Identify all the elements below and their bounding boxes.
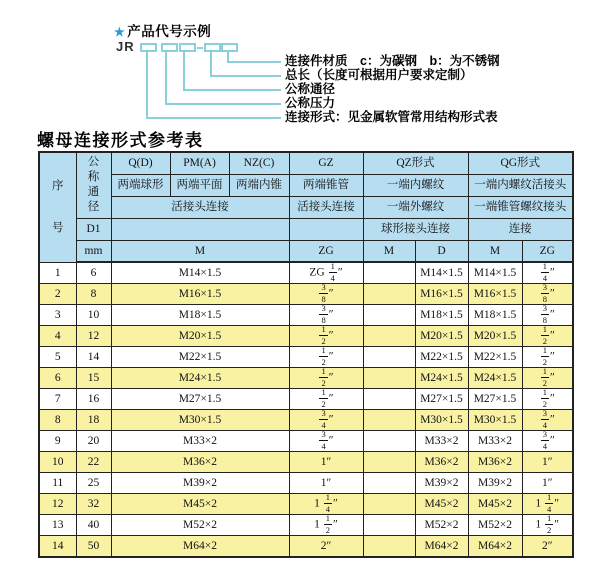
cell-qz-d: M52×2 bbox=[415, 515, 468, 536]
cell-qz-m bbox=[363, 284, 415, 305]
connector-line bbox=[183, 52, 185, 91]
cell-qz-d: M64×2 bbox=[415, 536, 468, 557]
header-row-4 bbox=[39, 218, 573, 240]
header-qz-desc2: 一端外螺纹 bbox=[363, 196, 468, 218]
star-icon: ★ bbox=[114, 25, 126, 39]
code-separator-dash bbox=[197, 47, 203, 49]
code-label-length: 总长（长度可根据用户要求定制） bbox=[285, 68, 473, 82]
table-row bbox=[39, 262, 573, 284]
cell-mm: 22 bbox=[76, 452, 111, 473]
cell-qz-m bbox=[363, 431, 415, 452]
cell-m: M27×1.5 bbox=[111, 389, 289, 410]
cell-mm: 6 bbox=[76, 262, 111, 284]
cell-qg-zg: 1 $\frac{1}{4}$ ″ bbox=[522, 494, 573, 515]
cell-qz-d: M30×1.5 bbox=[415, 410, 468, 431]
cell-mm: 14 bbox=[76, 347, 111, 368]
table-row bbox=[39, 284, 573, 305]
cell-qg-zg: $\frac{1}{2}$ ″ bbox=[522, 368, 573, 389]
cell-qg-m: M45×2 bbox=[468, 494, 522, 515]
header-col-qg: QG形式 bbox=[468, 152, 573, 174]
header-nz-desc: 两端内锥 bbox=[229, 174, 289, 196]
code-label-connection: 连接形式：见金属软管常用结构形式表 bbox=[285, 110, 498, 124]
cell-qz-d: M24×1.5 bbox=[415, 368, 468, 389]
table-row bbox=[39, 473, 573, 494]
header-col-pm: PM(A) bbox=[170, 152, 229, 174]
cell-mm: 18 bbox=[76, 410, 111, 431]
cell-qg-m: M64×2 bbox=[468, 536, 522, 557]
cell-zg: $\frac{1}{2}$ ″ bbox=[289, 326, 363, 347]
cell-qz-m bbox=[363, 347, 415, 368]
product-code-diagram bbox=[0, 0, 600, 126]
table-row bbox=[39, 431, 573, 452]
header-qg-m-label: M bbox=[468, 240, 522, 262]
table-row bbox=[39, 515, 573, 536]
cell-qz-d: M20×1.5 bbox=[415, 326, 468, 347]
cell-seq: 13 bbox=[39, 515, 76, 536]
cell-m: M52×2 bbox=[111, 515, 289, 536]
cell-qz-m bbox=[363, 389, 415, 410]
cell-qz-m bbox=[363, 368, 415, 389]
cell-mm: 25 bbox=[76, 473, 111, 494]
cell-zg: $\frac{3}{4}$ ″ bbox=[289, 410, 363, 431]
cell-qz-d: M27×1.5 bbox=[415, 389, 468, 410]
cell-qg-m: M52×2 bbox=[468, 515, 522, 536]
cell-qg-m: M30×1.5 bbox=[468, 410, 522, 431]
reference-table bbox=[38, 151, 574, 558]
cell-qg-m: M36×2 bbox=[468, 452, 522, 473]
cell-mm: 50 bbox=[76, 536, 111, 557]
cell-zg: $\frac{3}{8}$ ″ bbox=[289, 284, 363, 305]
cell-qg-m: M16×1.5 bbox=[468, 284, 522, 305]
cell-qz-m bbox=[363, 410, 415, 431]
cell-mm: 40 bbox=[76, 515, 111, 536]
cell-m: M30×1.5 bbox=[111, 410, 289, 431]
cell-qg-m: M39×2 bbox=[468, 473, 522, 494]
code-label-material: 连接件材质 c：为碳钢 b：为不锈钢 bbox=[285, 54, 500, 68]
cell-m: M33×2 bbox=[111, 431, 289, 452]
connector-line bbox=[165, 52, 167, 105]
diagram-title bbox=[114, 20, 211, 40]
cell-seq: 1 bbox=[39, 262, 76, 284]
cell-m: M39×2 bbox=[111, 473, 289, 494]
cell-seq: 14 bbox=[39, 536, 76, 557]
header-qg-zg-label: ZG bbox=[522, 240, 573, 262]
header-col-qz: QZ形式 bbox=[363, 152, 468, 174]
header-d1: D1 bbox=[76, 218, 111, 240]
header-zg-label: ZG bbox=[289, 240, 363, 262]
cell-seq: 6 bbox=[39, 368, 76, 389]
header-col-nz: NZ(C) bbox=[229, 152, 289, 174]
table-row bbox=[39, 494, 573, 515]
cell-qz-m bbox=[363, 326, 415, 347]
cell-m: M16×1.5 bbox=[111, 284, 289, 305]
cell-seq: 8 bbox=[39, 410, 76, 431]
cell-seq: 9 bbox=[39, 431, 76, 452]
cell-seq: 5 bbox=[39, 347, 76, 368]
cell-mm: 20 bbox=[76, 431, 111, 452]
cell-qz-m bbox=[363, 515, 415, 536]
cell-zg: ZG $\frac{1}{4}$ ″ bbox=[289, 262, 363, 284]
cell-qz-d: M39×2 bbox=[415, 473, 468, 494]
connector-line bbox=[146, 117, 281, 119]
table-header bbox=[39, 152, 573, 262]
cell-zg: $\frac{3}{8}$ ″ bbox=[289, 305, 363, 326]
cell-qg-zg: $\frac{1}{2}$ ″ bbox=[522, 326, 573, 347]
cell-qg-zg: $\frac{1}{4}$ ″ bbox=[522, 262, 573, 284]
cell-qg-zg: $\frac{3}{4}$ ″ bbox=[522, 410, 573, 431]
cell-mm: 10 bbox=[76, 305, 111, 326]
cell-qg-m: M27×1.5 bbox=[468, 389, 522, 410]
cell-qg-zg: $\frac{3}{8}$ ″ bbox=[522, 284, 573, 305]
cell-mm: 16 bbox=[76, 389, 111, 410]
cell-qz-m bbox=[363, 536, 415, 557]
table-row bbox=[39, 326, 573, 347]
cell-zg: 1″ bbox=[289, 473, 363, 494]
table-row bbox=[39, 410, 573, 431]
cell-qg-m: M33×2 bbox=[468, 431, 522, 452]
header-col-q: Q(D) bbox=[111, 152, 170, 174]
connector-line bbox=[183, 89, 281, 91]
header-col-gz: GZ bbox=[289, 152, 363, 174]
header-m-label: M bbox=[111, 240, 289, 262]
table-row bbox=[39, 347, 573, 368]
header-row-2 bbox=[39, 174, 573, 196]
cell-m: M14×1.5 bbox=[111, 262, 289, 284]
code-box-3 bbox=[179, 43, 196, 52]
diagram-title-text: 产品代号示例 bbox=[127, 24, 212, 39]
code-label-pressure: 公称压力 bbox=[285, 96, 336, 110]
header-row-1 bbox=[39, 152, 573, 174]
table-title: 螺母连接形式参考表 bbox=[37, 131, 204, 150]
table-body bbox=[39, 262, 573, 557]
cell-m: M45×2 bbox=[111, 494, 289, 515]
cell-qg-m: M14×1.5 bbox=[468, 262, 522, 284]
cell-mm: 15 bbox=[76, 368, 111, 389]
table-row bbox=[39, 452, 573, 473]
cell-qz-m bbox=[363, 262, 415, 284]
code-box-4 bbox=[204, 43, 221, 52]
code-box-5 bbox=[221, 43, 238, 52]
cell-seq: 12 bbox=[39, 494, 76, 515]
header-seq: 序 号 bbox=[39, 152, 76, 262]
cell-qz-d: M45×2 bbox=[415, 494, 468, 515]
header-qg-desc1: 一端内螺纹活接头 bbox=[468, 174, 573, 196]
cell-m: M18×1.5 bbox=[111, 305, 289, 326]
code-box-1 bbox=[140, 43, 157, 52]
cell-qg-m: M18×1.5 bbox=[468, 305, 522, 326]
cell-seq: 7 bbox=[39, 389, 76, 410]
cell-mm: 32 bbox=[76, 494, 111, 515]
connector-line bbox=[227, 61, 281, 63]
cell-qg-zg: 1″ bbox=[522, 473, 573, 494]
cell-mm: 8 bbox=[76, 284, 111, 305]
cell-qg-zg: 2″ bbox=[522, 536, 573, 557]
cell-zg: $\frac{1}{2}$ ″ bbox=[289, 389, 363, 410]
cell-m: M22×1.5 bbox=[111, 347, 289, 368]
cell-qg-m: M24×1.5 bbox=[468, 368, 522, 389]
cell-m: M20×1.5 bbox=[111, 326, 289, 347]
header-gz-desc: 两端锥管 bbox=[289, 174, 363, 196]
cell-qz-m bbox=[363, 452, 415, 473]
cell-qz-d: M14×1.5 bbox=[415, 262, 468, 284]
header-gz-conn: 活接头连接 bbox=[289, 196, 363, 218]
header-mm: mm bbox=[76, 240, 111, 262]
connector-line bbox=[210, 52, 212, 77]
cell-seq: 3 bbox=[39, 305, 76, 326]
code-label-diameter: 公称通径 bbox=[285, 82, 336, 96]
cell-m: M64×2 bbox=[111, 536, 289, 557]
cell-zg: $\frac{1}{2}$ ″ bbox=[289, 347, 363, 368]
header-pm-desc: 两端平面 bbox=[170, 174, 229, 196]
connector-line bbox=[210, 75, 281, 77]
header-blank-gz bbox=[289, 218, 363, 240]
cell-zg: 1″ bbox=[289, 452, 363, 473]
cell-qz-d: M33×2 bbox=[415, 431, 468, 452]
cell-seq: 11 bbox=[39, 473, 76, 494]
table-row bbox=[39, 536, 573, 557]
cell-zg: 2″ bbox=[289, 536, 363, 557]
header-union-conn: 活接头连接 bbox=[111, 196, 289, 218]
table-row bbox=[39, 389, 573, 410]
cell-qg-zg: $\frac{3}{4}$ ″ bbox=[522, 431, 573, 452]
header-qg-conn: 连接 bbox=[468, 218, 573, 240]
connector-line bbox=[146, 52, 148, 119]
cell-qg-zg: $\frac{1}{2}$ ″ bbox=[522, 389, 573, 410]
header-row-5 bbox=[39, 240, 573, 262]
cell-seq: 10 bbox=[39, 452, 76, 473]
connector-line bbox=[165, 103, 281, 105]
cell-m: M36×2 bbox=[111, 452, 289, 473]
table-row bbox=[39, 305, 573, 326]
cell-qg-zg: $\frac{1}{2}$ ″ bbox=[522, 347, 573, 368]
cell-zg: $\frac{3}{4}$ ″ bbox=[289, 431, 363, 452]
cell-qz-d: M16×1.5 bbox=[415, 284, 468, 305]
header-qz-d-label: D bbox=[415, 240, 468, 262]
cell-qz-d: M18×1.5 bbox=[415, 305, 468, 326]
cell-qg-m: M22×1.5 bbox=[468, 347, 522, 368]
cell-qg-zg: 1″ bbox=[522, 452, 573, 473]
cell-qg-zg: $\frac{3}{8}$ ″ bbox=[522, 305, 573, 326]
cell-qz-m bbox=[363, 305, 415, 326]
product-code-prefix: JR bbox=[116, 39, 135, 54]
cell-m: M24×1.5 bbox=[111, 368, 289, 389]
header-row-3 bbox=[39, 196, 573, 218]
header-qz-desc1: 一端内螺纹 bbox=[363, 174, 468, 196]
cell-qg-zg: 1 $\frac{1}{2}$ ″ bbox=[522, 515, 573, 536]
cell-mm: 12 bbox=[76, 326, 111, 347]
table-row bbox=[39, 368, 573, 389]
header-dn: 公 称 通 径 bbox=[76, 152, 111, 218]
cell-qz-m bbox=[363, 494, 415, 515]
cell-qz-m bbox=[363, 473, 415, 494]
header-qz-conn: 球形接头连接 bbox=[363, 218, 468, 240]
cell-seq: 4 bbox=[39, 326, 76, 347]
cell-seq: 2 bbox=[39, 284, 76, 305]
cell-zg: 1 $\frac{1}{2}$ ″ bbox=[289, 515, 363, 536]
cell-qz-d: M22×1.5 bbox=[415, 347, 468, 368]
header-q-desc: 两端球形 bbox=[111, 174, 170, 196]
header-blank-left bbox=[111, 218, 289, 240]
header-qz-m-label: M bbox=[363, 240, 415, 262]
code-box-2 bbox=[161, 43, 178, 52]
header-qg-desc2: 一端锥管螺纹接头 bbox=[468, 196, 573, 218]
cell-qg-m: M20×1.5 bbox=[468, 326, 522, 347]
cell-zg: 1 $\frac{1}{4}$ ″ bbox=[289, 494, 363, 515]
cell-zg: $\frac{1}{2}$ ″ bbox=[289, 368, 363, 389]
cell-qz-d: M36×2 bbox=[415, 452, 468, 473]
